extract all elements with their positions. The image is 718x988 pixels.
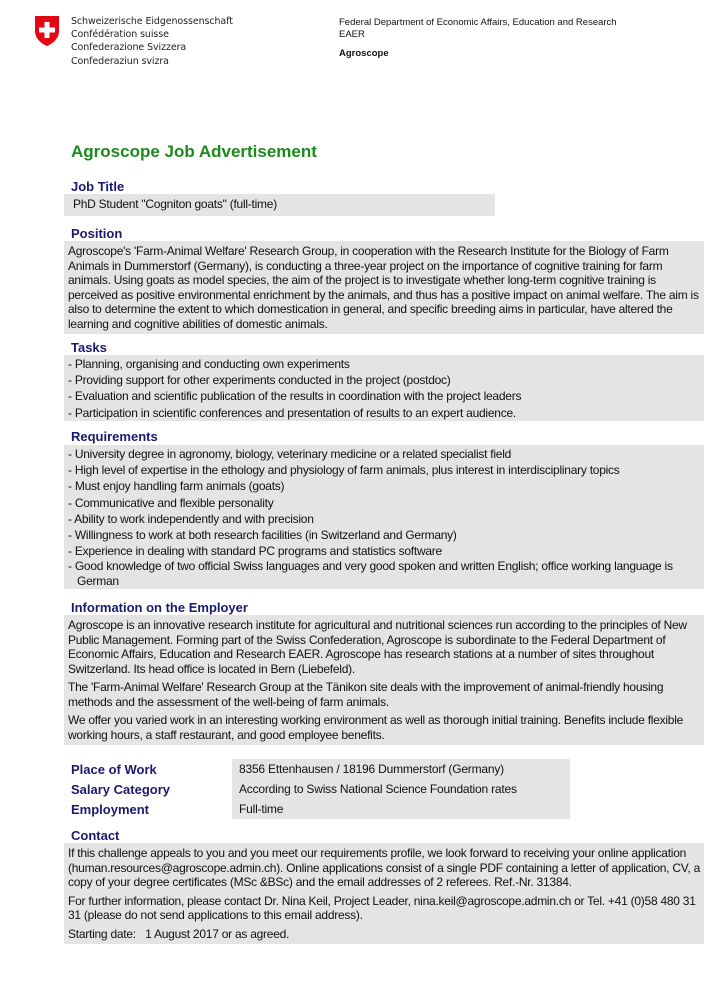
name-it: Confederazione Svizzera <box>71 42 187 54</box>
swiss-coat-of-arms-icon <box>34 15 60 47</box>
requirements-box <box>64 445 704 589</box>
list-item: - Must enjoy handling farm animals (goats) <box>68 478 700 494</box>
list-item: - Good knowledge of two official Swiss languages and very good spoken and written English; office working language is German <box>68 559 700 589</box>
list-item: - Evaluation and scientific publication of the results in coordination with the project leaders <box>68 388 700 404</box>
detail-value: According to Swiss National Science Foundation rates <box>232 779 570 799</box>
job-title-value: PhD Student "Cogniton goats" (full-time) <box>64 194 495 216</box>
office-name: Agroscope <box>339 48 389 59</box>
employer-paragraph: We offer you varied work in an interesting working environment as well as thorough initial training. Benefits include flexible working hours, a staff restaurant, and good employee benefits. <box>68 713 684 742</box>
name-rm: Confederaziun svizra <box>71 55 169 67</box>
list-item: - Willingness to work at both research facilities (in Switzerland and Germany) <box>68 527 700 543</box>
detail-row <box>71 799 570 819</box>
position-text: Agroscope's 'Farm-Animal Welfare' Research Group, in cooperation with the Research Institute for the Biology of Farm Animals in Dummerstorf (Germany), is conducting a three-year project on the importance of cognitive training for farm animals. Using goats as model species, the aim of the project is to investigate whether long-term cognitive training is perceived as positive environmental enrichment by the animals, and thus has a positive impact on animal welfare. The aim is also to determine the extent to which domestication in general, and specific breeding aims in particular, have altered the learning and cognitive abilities of domestic animals. <box>64 241 704 334</box>
tasks-box <box>64 355 704 421</box>
job-title-heading: Job Title <box>71 179 125 194</box>
name-de: Schweizerische Eidgenossenschaft <box>71 16 233 27</box>
list-item: - University degree in agronomy, biology, veterinary medicine or a related specialist field <box>68 446 700 462</box>
page-title: Agroscope Job Advertisement <box>71 142 317 161</box>
detail-value: Full-time <box>232 799 570 819</box>
contact-paragraph: If this challenge appeals to you and you meet our requirements profile, we look forward to receiving your online application (human.resources@agroscope.admin.ch). Online applications consist of a single PDF containing a letter of application, CV, a copy of your degree certificates (MSc &BSc) and the email addresses of 2 referees. Ref.-Nr. 31384. <box>68 846 701 889</box>
job-details-table <box>71 759 570 819</box>
detail-label: Place of Work <box>71 761 157 777</box>
list-item: - Experience in dealing with standard PC programs and statistics software <box>68 543 700 559</box>
department-name: Federal Department of Economic Affairs, Education and Research <box>339 17 617 28</box>
contact-paragraph: For further information, please contact Dr. Nina Keil, Project Leader, nina.keil@agroscope.admin.ch or Tel. +41 (0)58 480 31 31 (please do not send applications to this email address). <box>68 893 696 922</box>
employer-paragraph: The 'Farm-Animal Welfare' Research Group at the Tänikon site deals with the improvement of animal-friendly housing methods and the assessment of the well-being of farm animals. <box>68 680 664 709</box>
name-fr: Confédération suisse <box>71 29 169 41</box>
detail-value: 8356 Ettenhausen / 18196 Dummerstorf (Germany) <box>232 759 570 779</box>
confederation-names <box>71 15 233 68</box>
detail-row <box>71 759 570 779</box>
tasks-heading: Tasks <box>71 340 107 355</box>
starting-date: Starting date: 1 August 2017 or as agreed. <box>68 926 290 941</box>
list-item: - Planning, organising and conducting own experiments <box>68 356 700 372</box>
detail-label: Salary Category <box>71 781 170 797</box>
employer-paragraph: Agroscope is an innovative research institute for agricultural and nutritional sciences run according to the principles of New Public Management. Forming part of the Swiss Confederation, Agroscope is subordinate to the Federal Department of Economic Affairs, Education and Research EAER. Agroscope has research stations at a number of sites throughout Switzerland. Its head office is located in Bern (Liebefeld). <box>68 618 687 676</box>
list-item: - Providing support for other experiments conducted in the project (postdoc) <box>68 372 700 388</box>
detail-label: Employment <box>71 801 150 817</box>
list-item: - Ability to work independently and with precision <box>68 511 700 527</box>
contact-heading: Contact <box>71 828 120 843</box>
requirements-heading: Requirements <box>71 429 158 444</box>
tasks-list <box>68 356 700 421</box>
employer-box <box>64 615 704 745</box>
detail-row <box>71 779 570 799</box>
requirements-list <box>68 446 700 589</box>
contact-box <box>64 843 704 944</box>
list-item: - High level of expertise in the ethology and physiology of farm animals, plus interest in interdisciplinary topics <box>68 462 700 478</box>
department-abbr: EAER <box>339 28 365 40</box>
employer-heading: Information on the Employer <box>71 600 248 615</box>
list-item: - Participation in scientific conferences and presentation of results to an expert audience. <box>68 405 700 421</box>
list-item: - Communicative and flexible personality <box>68 495 700 511</box>
position-heading: Position <box>71 226 123 241</box>
department <box>339 17 617 40</box>
